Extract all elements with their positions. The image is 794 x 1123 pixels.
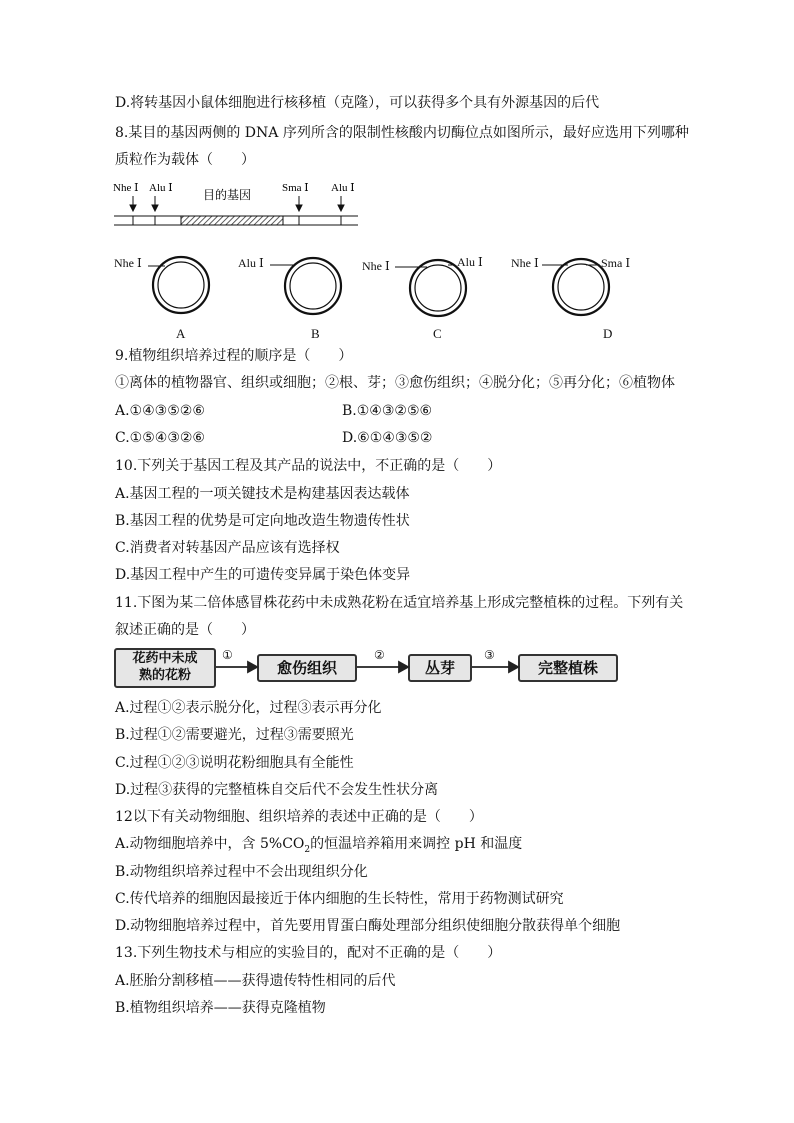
flow-step1-label: ① — [222, 648, 233, 662]
q9-option-d: D.⑥①④③⑤② — [342, 430, 433, 446]
q11-option-b: B.过程①②需要避光，过程③需要照光 — [115, 727, 354, 743]
q9-items: ①离体的植物器官、组织或细胞；②根、芽；③愈伤组织；④脱分化；⑤再分化；⑥植物体 — [115, 375, 675, 391]
dna-site-sma1: Sma Ⅰ — [282, 182, 309, 194]
plasmid-c-site1: Nhe Ⅰ — [362, 259, 390, 273]
plasmid-b-letter: B — [311, 326, 320, 341]
q11-option-a: A.过程①②表示脱分化，过程③表示再分化 — [115, 700, 382, 716]
q9-option-a: A.①④③⑤②⑥ — [115, 403, 205, 419]
q9-stem: 9.植物组织培养过程的顺序是（ ） — [115, 348, 353, 364]
flow-box-pollen-line2: 熟的花粉 — [138, 668, 191, 683]
dna-restriction-diagram — [110, 176, 370, 232]
q10-stem: 10.下列关于基因工程及其产品的说法中，不正确的是（ ） — [115, 458, 502, 474]
q10-option-c: C.消费者对转基因产品应该有选择权 — [115, 540, 340, 556]
plasmid-a-letter: A — [176, 326, 186, 341]
q13-option-a: A.胚胎分割移植——获得遗传特性相同的后代 — [115, 973, 396, 989]
dna-gene-label: 目的基因 — [203, 188, 252, 202]
q11-option-d: D.过程③获得的完整植株自交后代不会发生性状分离 — [115, 782, 439, 798]
flow-box-callus: 愈伤组织 — [257, 654, 357, 682]
q8-stem-line2: 质粒作为载体（ ） — [115, 152, 255, 168]
plasmid-d — [542, 259, 609, 315]
plasmid-d-site1: Nhe Ⅰ — [511, 256, 539, 270]
q13-option-b: B.植物组织培养——获得克隆植物 — [115, 1000, 326, 1016]
plasmid-a — [148, 257, 209, 313]
plasmid-b — [270, 258, 341, 314]
q9-option-b: B.①④③②⑤⑥ — [342, 403, 433, 419]
q12-option-a-text: A.动物细胞培养中，含 5%CO — [115, 836, 305, 852]
q12-option-d: D.动物细胞培养过程中，首先要用胃蛋白酶处理部分组织使细胞分散获得单个细胞 — [115, 918, 621, 934]
dna-site-alu1-right: Alu Ⅰ — [331, 182, 355, 194]
q10-option-d: D.基因工程中产生的可遗传变异属于染色体变异 — [115, 567, 411, 583]
plasmid-b-site: Alu Ⅰ — [238, 256, 264, 270]
plasmid-options — [110, 250, 640, 342]
flow-box-plant: 完整植株 — [518, 654, 618, 682]
plasmid-d-site2: Sma Ⅰ — [601, 256, 631, 270]
co2-subscript: 2 — [304, 844, 311, 855]
flow-step2-label: ② — [374, 648, 385, 662]
q11-stem-line1: 11.下图为某二倍体感冒株花药中未成熟花粉在适宜培养基上形成完整植株的过程。下列有关 — [115, 595, 684, 611]
plasmid-c-letter: C — [433, 326, 442, 341]
dna-site-alu1-left: Alu Ⅰ — [149, 182, 173, 194]
plasmid-a-site: Nhe Ⅰ — [114, 256, 142, 270]
flow-step3-label: ③ — [484, 648, 495, 662]
plasmid-c — [395, 260, 466, 316]
q7-option-d: D.将转基因小鼠体细胞进行核移植（克隆），可以获得多个具有外源基因的后代 — [115, 95, 600, 111]
plasmid-d-letter: D — [603, 326, 613, 341]
q12-stem: 12以下有关动物细胞、组织培养的表述中正确的是（ ） — [115, 809, 483, 825]
dna-site-nhe1: Nhe Ⅰ — [113, 182, 139, 194]
plasmid-c-site2: Alu Ⅰ — [457, 255, 483, 269]
flow-box-shoots: 丛芽 — [408, 654, 472, 682]
flow-arrows — [112, 646, 620, 690]
q10-option-a: A.基因工程的一项关键技术是构建基因表达载体 — [115, 486, 410, 502]
q13-stem: 13.下列生物技术与相应的实验目的，配对不正确的是（ ） — [115, 945, 502, 961]
q11-stem-line2: 叙述正确的是（ ） — [115, 622, 255, 638]
q12-option-c: C.传代培养的细胞因最接近于体内细胞的生长特性，常用于药物测试研究 — [115, 891, 564, 907]
flow-box-pollen-line1: 花药中未成 — [132, 651, 198, 666]
q8-stem-line1: 8.某目的基因两侧的 DNA 序列所含的限制性核酸内切酶位点如图所示，最好应选用下列哪种 — [115, 125, 689, 141]
culture-flow-diagram — [112, 646, 620, 690]
q10-option-b: B.基因工程的优势是可定向地改造生物遗传性状 — [115, 513, 410, 529]
q12-option-b: B.动物组织培养过程中不会出现组织分化 — [115, 864, 368, 880]
q11-option-c: C.过程①②③说明花粉细胞具有全能性 — [115, 755, 354, 771]
q9-option-c: C.①⑤④③②⑥ — [115, 430, 205, 446]
q12-option-a-tail: 的恒温培养箱用来调控 pH 和温度 — [310, 836, 523, 852]
q12-option-a — [115, 835, 522, 859]
target-gene-segment — [181, 216, 283, 225]
